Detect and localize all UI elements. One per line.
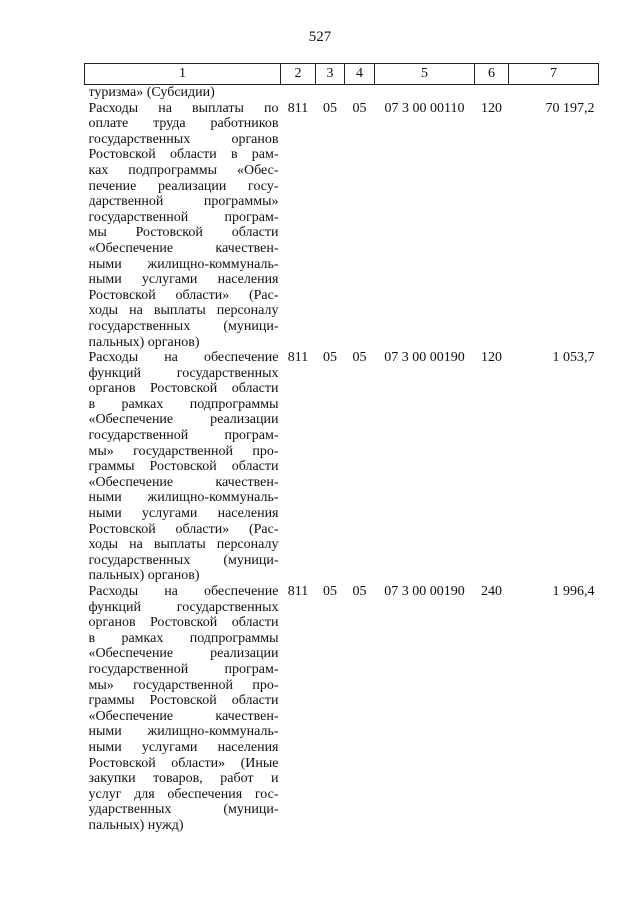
description-line: государственных органов — [88, 131, 279, 147]
description-line: ными жилищно-коммуналь- — [88, 256, 279, 272]
description-line: «Обеспечение качествен- — [88, 474, 279, 490]
description-line: печение реализации госу- — [88, 178, 279, 194]
expense-type-cell: 120 — [481, 350, 502, 366]
description-line: органов Ростовской области — [88, 381, 279, 397]
subsection-code-cell: 05 — [352, 100, 367, 116]
description-line: функций государственных — [88, 365, 279, 381]
target-article-cell: 07 3 00 00190 — [384, 350, 465, 366]
description-line: пальных) органов) — [88, 568, 200, 584]
row-description — [85, 101, 281, 351]
description-line: Расходы на обеспечение — [88, 584, 279, 599]
description-line: ударственных (муници- — [88, 802, 279, 818]
table-header-row — [85, 64, 599, 85]
description-line: в рамках подпрограммы — [88, 630, 279, 646]
description-line: мы» государственной про- — [88, 677, 279, 693]
column-header-2: 2 — [281, 64, 316, 85]
description-line: граммы Ростовской области — [88, 693, 279, 709]
description-line: в рамках подпрограммы — [88, 396, 279, 412]
section-code-cell: 05 — [323, 350, 337, 366]
description-line: мы Ростовской области — [88, 225, 279, 241]
description-line: государственной програм- — [88, 428, 279, 444]
table-row — [85, 584, 599, 834]
description-line: Расходы на выплаты по — [88, 100, 279, 116]
target-article-cell: 07 3 00 00190 — [384, 584, 465, 599]
description-line: пальных) органов) — [88, 334, 200, 350]
expense-type-cell: 240 — [481, 584, 502, 599]
description-line: «Обеспечение качествен- — [88, 240, 279, 256]
continuation-text — [85, 85, 281, 101]
row-description — [85, 584, 281, 834]
description-line: органов Ростовской области — [88, 615, 279, 631]
section-code-cell: 05 — [323, 584, 337, 599]
admin-code-cell: 811 — [287, 584, 309, 599]
description-line: услуг для обеспечения гос- — [88, 786, 279, 802]
table-row — [85, 101, 599, 351]
expense-type-cell: 120 — [481, 100, 502, 116]
description-line: Ростовской области в рам- — [88, 147, 279, 163]
description-line: государственной програм- — [88, 661, 279, 677]
column-header-5: 5 — [375, 64, 475, 85]
description-line: дарственной программы» — [88, 194, 279, 210]
description-line: Расходы на обеспечение — [88, 350, 279, 366]
subsection-code-cell: 05 — [352, 584, 367, 599]
description-line: «Обеспечение качествен- — [88, 708, 279, 724]
column-header-3: 3 — [316, 64, 345, 85]
description-line: государственных (муници- — [88, 318, 279, 334]
amount-cell: 1 996,4 — [552, 584, 595, 599]
description-line: функций государственных — [88, 599, 279, 615]
description-line: оплате труда работников — [88, 116, 279, 132]
description-line: закупки товаров, работ и — [88, 771, 279, 787]
column-header-4: 4 — [345, 64, 375, 85]
description-line: граммы Ростовской области — [88, 459, 279, 475]
description-line: ными жилищно-коммуналь- — [88, 724, 279, 740]
description-line: ными услугами населения — [88, 739, 279, 755]
description-line: государственной програм- — [88, 209, 279, 225]
description-line: ходы на выплаты персоналу — [88, 537, 279, 553]
target-article-cell: 07 3 00 00110 — [384, 100, 465, 116]
description-line: ках подпрограммы «Обес- — [88, 162, 279, 178]
description-line: Ростовской области» (Рас- — [88, 521, 279, 537]
page-number: 527 — [308, 29, 332, 45]
row-description — [85, 350, 281, 584]
admin-code-cell: 811 — [287, 350, 309, 366]
table-row — [85, 350, 599, 584]
budget-table — [84, 63, 599, 834]
description-line: ными услугами населения — [88, 272, 279, 288]
admin-code-cell: 811 — [287, 100, 309, 116]
column-header-6: 6 — [475, 64, 509, 85]
amount-cell: 1 053,7 — [552, 350, 595, 366]
column-header-7: 7 — [509, 64, 599, 85]
description-line: туризма» (Субсидии) — [88, 85, 215, 100]
description-line: ными услугами населения — [88, 506, 279, 522]
description-line: пальных) нужд) — [88, 817, 184, 833]
description-line: Ростовской области» (Иные — [88, 755, 279, 771]
column-header-1: 1 — [85, 64, 281, 85]
description-line: «Обеспечение реализации — [88, 412, 279, 428]
amount-cell: 70 197,2 — [545, 100, 595, 116]
continuation-row — [85, 85, 599, 101]
description-line: «Обеспечение реализации — [88, 646, 279, 662]
section-code-cell: 05 — [323, 100, 337, 116]
description-line: государственных (муници- — [88, 552, 279, 568]
description-line: ными жилищно-коммуналь- — [88, 490, 279, 506]
description-line: ходы на выплаты персоналу — [88, 303, 279, 319]
description-line: Ростовской области» (Рас- — [88, 287, 279, 303]
description-line: мы» государственной про- — [88, 443, 279, 459]
subsection-code-cell: 05 — [352, 350, 367, 366]
